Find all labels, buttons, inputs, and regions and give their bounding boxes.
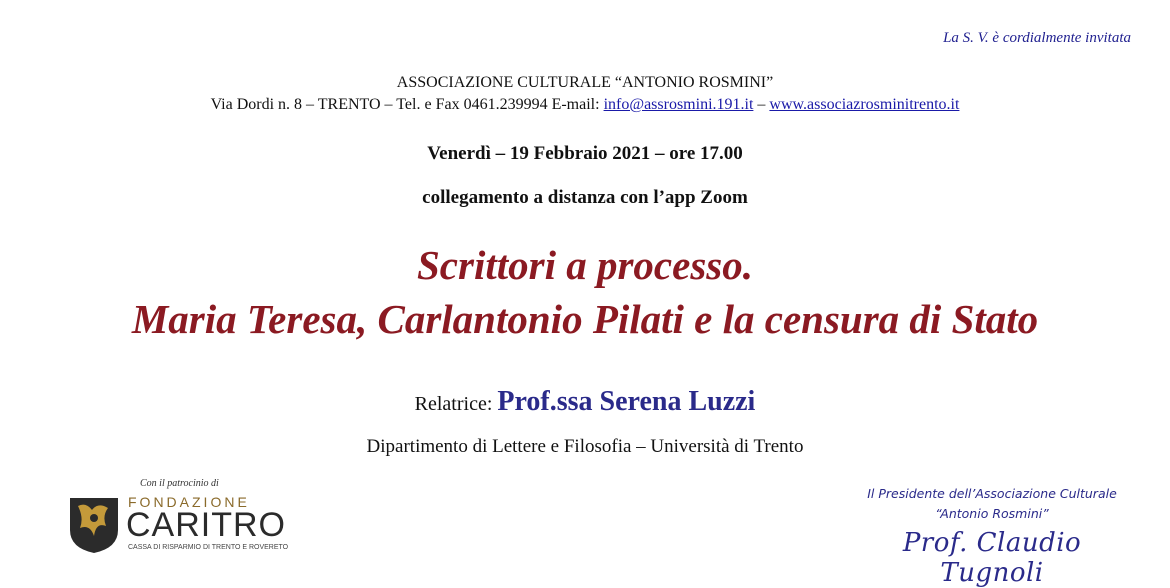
invitation-line: La S. V. è cordialmente invitata bbox=[943, 30, 1131, 46]
event-title-line1: Scrittori a processo. bbox=[417, 242, 753, 288]
caritro-emblem-icon bbox=[68, 496, 120, 554]
sponsor-logo bbox=[68, 478, 308, 558]
signatory-role-line1: Il Presidente dell’Associazione Culturale bbox=[867, 486, 1117, 501]
speaker-label: Relatrice: bbox=[414, 393, 498, 415]
sponsor-line1: FONDAZIONE bbox=[128, 494, 250, 510]
event-mode: collegamento a distanza con l’app Zoom bbox=[422, 187, 748, 208]
signatory-role bbox=[862, 484, 1122, 524]
speaker-name: Prof.ssa Serena Luzzi bbox=[497, 386, 756, 417]
association-header bbox=[0, 72, 1170, 116]
sponsor-line2: CARITRO bbox=[126, 506, 286, 544]
sponsor-line3: CASSA DI RISPARMIO DI TRENTO E ROVERETO bbox=[128, 544, 289, 551]
email-link[interactable]: info@assrosmini.191.it bbox=[603, 96, 754, 113]
signatory-role-line2: “Antonio Rosmini” bbox=[935, 506, 1049, 521]
association-name: ASSOCIAZIONE CULTURALE “ANTONIO ROSMINI” bbox=[396, 74, 774, 91]
event-title-line2: Maria Teresa, Carlantonio Pilati e la censura di Stato bbox=[131, 296, 1039, 342]
event-date: Venerdì – 19 Febbraio 2021 – ore 17.00 bbox=[427, 143, 743, 164]
speaker-line bbox=[0, 386, 1170, 418]
association-address: Via Dordi n. 8 – TRENTO – Tel. e Fax 0461.239994 E-mail: bbox=[210, 96, 604, 113]
signature: Prof. Claudio Tugnoli bbox=[902, 528, 1082, 588]
association-contacts bbox=[0, 94, 1170, 116]
contact-separator: – bbox=[753, 96, 770, 113]
event-title bbox=[0, 238, 1170, 346]
patronage-label: Con il patrocinio di bbox=[140, 478, 219, 489]
speaker-affiliation: Dipartimento di Lettere e Filosofia – Università di Trento bbox=[366, 436, 804, 457]
website-link[interactable]: www.associazrosminitrento.it bbox=[769, 96, 960, 113]
